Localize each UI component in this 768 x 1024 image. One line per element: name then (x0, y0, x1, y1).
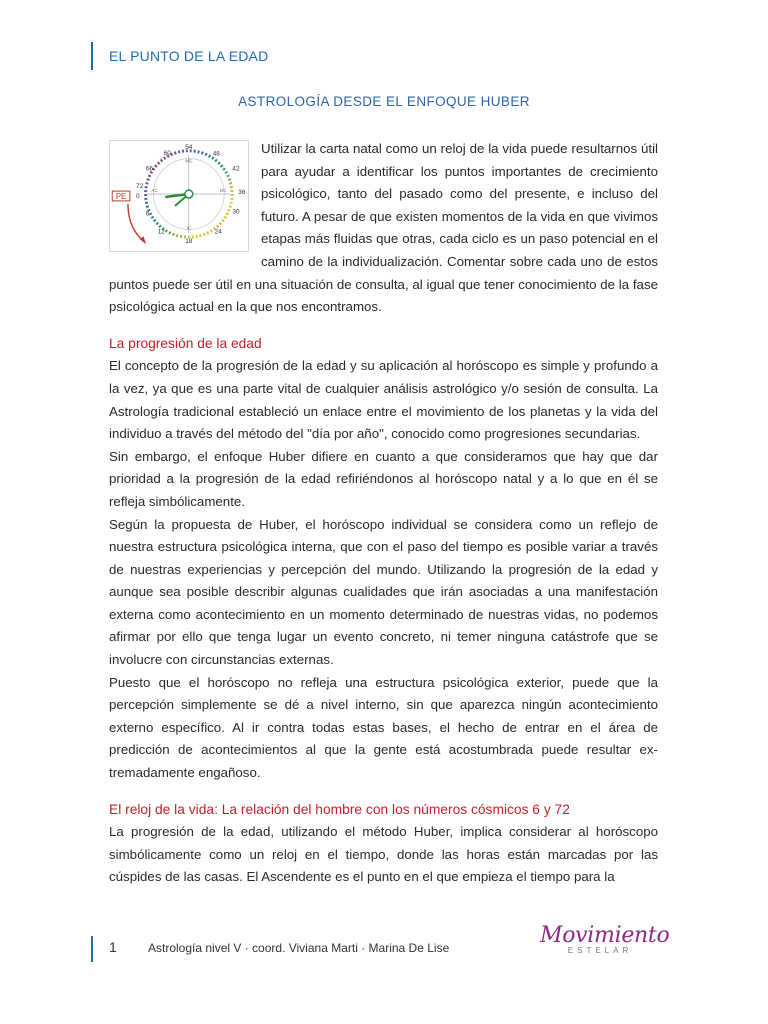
running-header: EL PUNTO DE LA EDAD (109, 48, 269, 64)
mc-label: MC (185, 158, 193, 164)
logo-script-text: Movimiento (540, 923, 670, 948)
section-heading-age-progression: La progresión de la edad (109, 335, 262, 351)
pe-label: PE (115, 191, 127, 201)
ic-label: IC (186, 225, 192, 231)
page-number: 1 (109, 939, 117, 955)
age-42: 42 (232, 165, 240, 173)
section-heading-life-clock: El reloj de la vida: La relación del hombre con los números cósmicos 6 y 72 (109, 801, 570, 817)
age-48: 48 (212, 150, 220, 158)
age-66: 66 (145, 165, 154, 173)
movimiento-estelar-logo (540, 923, 670, 955)
life-clock-diagram (110, 141, 248, 251)
paragraph: La progresión de la edad, utilizando el método Huber, implica considerar al horóscopo simbólicamente como un reloj en el tiempo, donde las horas están marcadas por las cúspides de las casas. El Ascendente es el punto en el que empieza el tiempo para la (109, 824, 658, 885)
paragraph: Según la propuesta de Huber, el horóscopo individual se considera como un reflejo de nuestra estructura psicológica interna, que con el paso del tiempo es posible variar a través de nuestras experiencias y percepción del mundo. Utilizando la progresión de la edad y aunque sea posible describir algunas cualidades que irán asociadas a una manifestación externa como acontecimiento en un momento determinado de nuestras vidas, no podemos afirmar por ello que tenga lugar un evento concreto, ni temer ninguna catástrofe que se involucre con circunstancias externas. (109, 516, 658, 668)
age-60: 60 (163, 149, 171, 157)
age-24: 24 (214, 228, 222, 236)
paragraph: Sin embargo, el enfoque Huber difiere en cuanto a que consideramos que hay que dar prioridad a la progresión de la edad refiriéndonos al horóscopo natal y a lo que en él se refleja simbólicamente. (109, 448, 658, 509)
footer-accent-bar (91, 936, 93, 962)
paragraph: El concepto de la progresión de la edad y su aplicación al horóscopo es simple y profundo a la vez, ya que es una parte vital de cualquier análisis astrológico y/o sesión de consulta. La Astrología tradicional estableció un enlace entre el movimiento de los planetas y la vida del individuo a través del método del "día por año", conocido como progresiones secundarias. (109, 358, 658, 442)
age-54: 54 (185, 143, 193, 151)
header-accent-bar (91, 42, 93, 70)
body-content (109, 138, 658, 889)
age-30: 30 (232, 208, 240, 216)
age-12: 12 (157, 228, 165, 236)
logo-subtitle: ESTELAR (567, 946, 633, 955)
footer-credits: Astrología nivel V · coord. Viviana Marti · Marina De Lise (148, 941, 450, 955)
dc-label: DC (220, 188, 227, 194)
age-6: 6 (145, 210, 150, 218)
paragraph: Puesto que el horóscopo no refleja una estructura psicológica exterior, puede que la percepción simplemente se dé a nivel interno, sin que aparezca ningún acontecimiento externo específico. Al ir contra todas estas bases, el hecho de entrar en el área de predicción de acontecimientos al que la gente está acostumbrada puede resultar extremadamente engañoso. (109, 674, 658, 781)
document-title: ASTROLOGÍA DESDE EL ENFOQUE HUBER (238, 94, 530, 109)
age-18: 18 (185, 238, 193, 246)
life-clock-figure (109, 140, 249, 252)
age-36: 36 (238, 189, 246, 197)
age-0: 0 (135, 192, 140, 200)
ac-label: AC (151, 188, 158, 194)
intro-paragraph: Utilizar la carta natal como un reloj de la vida puede resultarnos útil para ayudar a identificar los puntos importantes de crecimiento psicológico, tanto del pasado como del presente, e incluso del futuro. A pesar de que existen momentos de la vida en que vivimos etapas más fluidas que otras, cada ciclo es un paso potencial en el camino de la individualización. Comentar sobre cada uno de estos puntos puede ser útil en una situación de consulta, al igual que tener conocimiento de la fase psicológica actual en la que nos encontramos. (109, 141, 658, 315)
clock-center (185, 190, 193, 198)
age-72: 72 (136, 183, 144, 191)
